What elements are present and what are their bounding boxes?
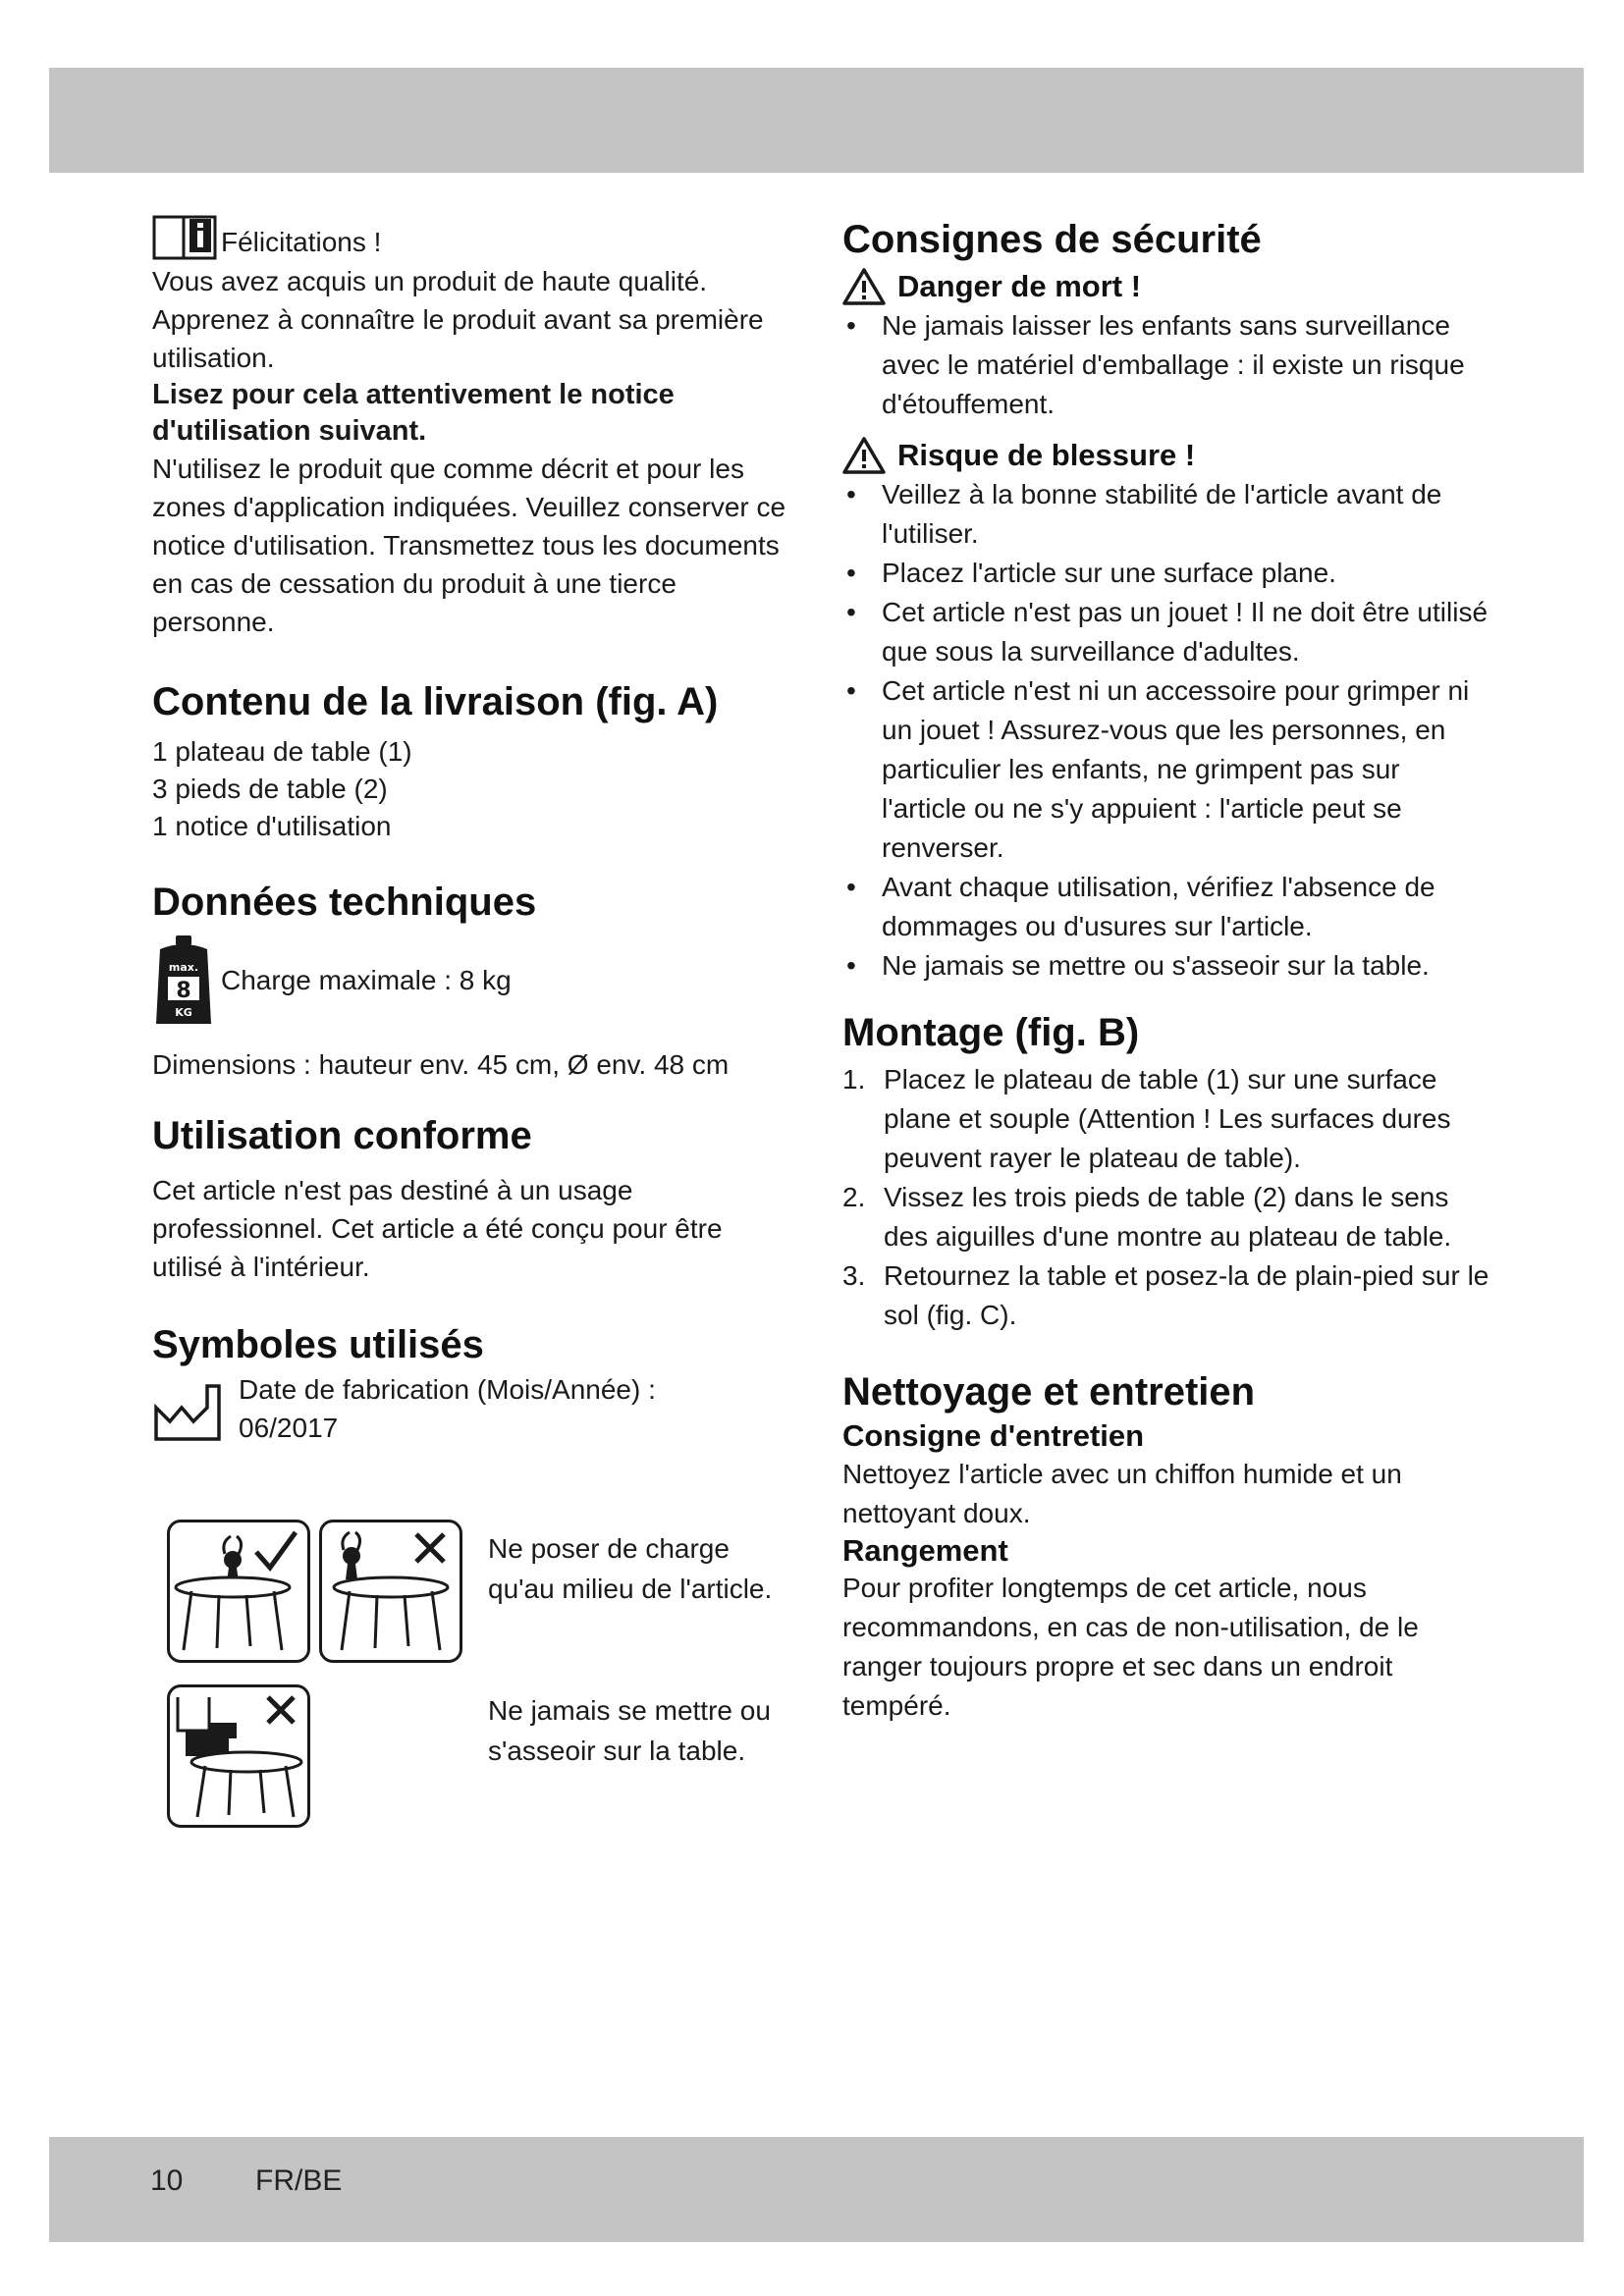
usage-text: Cet article n'est pas destiné à un usage professionnel. Cet article a été conçu pour être utilisé à l'intérieur. [152, 1175, 723, 1282]
list-item: • Placez l'article sur une surface plane. [842, 554, 1490, 593]
step-number: 1. [842, 1064, 866, 1095]
manufacture-row [152, 1370, 795, 1447]
book-info-icon [152, 211, 219, 262]
care-text: Nettoyez l'article avec un chiffon humide et un nettoyant doux. [842, 1459, 1402, 1528]
intro-header [152, 211, 795, 262]
assembly-steps [842, 1060, 1490, 1335]
list-item: • Cet article n'est pas un jouet ! Il ne doit être utilisé que sous la surveillance d'adultes. [842, 593, 1490, 671]
tech-heading: Données techniques [152, 881, 537, 924]
danger-heading: Danger de mort ! [897, 269, 1142, 303]
danger-list [842, 306, 1490, 424]
list-item: • Avant chaque utilisation, vérifiez l'absence de dommages ou d'usures sur l'article. [842, 868, 1490, 946]
pictogram-no-sitting [167, 1684, 310, 1828]
manufacture-date: Date de fabrication (Mois/Année) : 06/2017 [239, 1374, 656, 1443]
intro-text: Vous avez acquis un produit de haute qualité. Apprenez à connaître le produit avant sa première utilisation. [152, 266, 764, 373]
weight-icon [152, 934, 215, 1028]
intro-title: Félicitations ! [221, 227, 382, 257]
language-code: FR/BE [255, 2164, 343, 2197]
list-item: 1 plateau de table (1) [152, 736, 412, 767]
list-item: • Cet article n'est ni un accessoire pour grimper ni un jouet ! Assurez-vous que les personnes, en particulier les enfants, ne grimpent pas sur l'article ou ne s'y appuient : l'article peut se renverser. [842, 671, 1490, 868]
list-item: • Ne jamais se mettre ou s'asseoir sur la table. [842, 946, 1490, 986]
delivery-heading: Contenu de la livraison (fig. A) [152, 680, 719, 723]
right-column [842, 214, 1490, 1726]
list-item [842, 1256, 1490, 1335]
storage-subheading: Rangement [842, 1533, 1008, 1568]
pictogram-load-center-ok [167, 1520, 310, 1663]
max-load-row [152, 934, 795, 1028]
step-number: 2. [842, 1182, 866, 1212]
danger-header [842, 267, 1490, 306]
header-band [49, 68, 1584, 173]
usage-heading: Utilisation conforme [152, 1114, 532, 1157]
step-text: Retournez la table et posez-la de plain-pied sur le sol (fig. C). [884, 1260, 1489, 1330]
storage-text: Pour profiter longtemps de cet article, nous recommandons, en cas de non-utilisation, de le ranger toujours propre et sec dans un endroit tempéré. [842, 1573, 1419, 1721]
cleaning-heading: Nettoyage et entretien [842, 1370, 1256, 1414]
injury-heading: Risque de blessure ! [897, 438, 1196, 472]
list-item: 3 pieds de table (2) [152, 774, 388, 804]
max-load: Charge maximale : 8 kg [221, 965, 512, 995]
pictogram-load-edge-no [319, 1520, 462, 1663]
list-item [842, 1060, 1490, 1178]
list-item: • Ne jamais laisser les enfants sans surveillance avec le matériel d'emballage : il existe un risque d'étouffement. [842, 306, 1490, 424]
list-item: • Veillez à la bonne stabilité de l'article avant de l'utiliser. [842, 475, 1490, 554]
step-text: Vissez les trois pieds de table (2) dans le sens des aiguilles d'une montre au plateau de table. [884, 1182, 1452, 1252]
page-number: 10 [150, 2164, 184, 2197]
weight-icon-number: 8 [176, 979, 191, 1003]
step-text: Placez le plateau de table (1) sur une surface plane et souple (Attention ! Les surfaces dures peuvent rayer le plateau de table). [884, 1064, 1451, 1173]
assembly-heading: Montage (fig. B) [842, 1011, 1140, 1054]
care-subheading: Consigne d'entretien [842, 1418, 1145, 1453]
list-item: 1 notice d'utilisation [152, 811, 392, 841]
factory-icon [152, 1382, 223, 1443]
no-sit-text: Ne jamais se mettre ou s'asseoir sur la table. [488, 1695, 771, 1766]
step-number: 3. [842, 1260, 866, 1291]
weight-icon-unit: KG [175, 1006, 192, 1019]
injury-list [842, 475, 1490, 986]
symbols-heading: Symboles utilisés [152, 1323, 484, 1366]
load-center-text: Ne poser de charge qu'au milieu de l'article. [488, 1533, 773, 1604]
delivery-list [152, 733, 795, 845]
safety-heading: Consignes de sécurité [842, 218, 1262, 261]
intro-text-2: N'utilisez le produit que comme décrit et pour les zones d'application indiquées. Veuillez conserver ce notice d'utilisation. Transmettez tous les documents en cas de cessation du produit à une tierce personne. [152, 454, 786, 637]
list-item [842, 1178, 1490, 1256]
warning-icon [842, 436, 886, 475]
intro-bold: Lisez pour cela attentivement le notice d'utilisation suivant. [152, 379, 675, 447]
dimensions: Dimensions : hauteur env. 45 cm, Ø env. 48 cm [152, 1049, 730, 1080]
weight-icon-top: max. [168, 961, 199, 974]
injury-header [842, 436, 1490, 475]
left-column [152, 211, 795, 1447]
warning-icon [842, 267, 886, 306]
